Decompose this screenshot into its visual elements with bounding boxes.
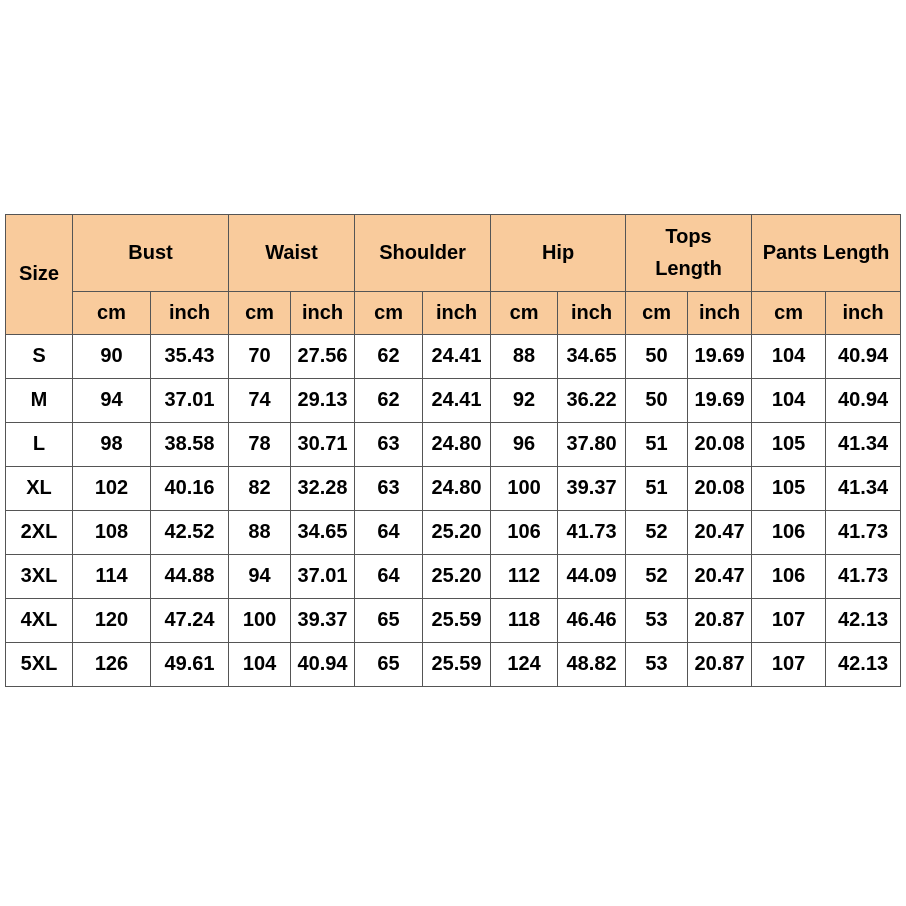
waist-inch-value: 27.56 — [291, 335, 355, 379]
bust-column-header: Bust — [73, 215, 229, 292]
shoulder-cm-value: 64 — [355, 511, 423, 555]
bust-cm-value: 94 — [73, 379, 151, 423]
header-row-groups — [6, 215, 901, 292]
waist-inch-value: 30.71 — [291, 423, 355, 467]
hip-inch-value: 41.73 — [558, 511, 626, 555]
tops-length-cm-value: 53 — [626, 643, 688, 687]
waist-cm-value: 94 — [229, 555, 291, 599]
tops-length-inch-value: 20.87 — [688, 643, 752, 687]
shoulder-inch-value: 24.80 — [423, 467, 491, 511]
bust-cm-value: 114 — [73, 555, 151, 599]
tops-length-cm-value: 50 — [626, 335, 688, 379]
tops-length-cm-value: 52 — [626, 511, 688, 555]
shoulder-cm-value: 62 — [355, 379, 423, 423]
size-row-l — [6, 423, 901, 467]
tops-length-cm-value: 50 — [626, 379, 688, 423]
waist-inch-value: 32.28 — [291, 467, 355, 511]
shoulder-cm-value: 62 — [355, 335, 423, 379]
pants-length-cm-value: 104 — [752, 379, 826, 423]
hip-inch-header: inch — [558, 292, 626, 335]
waist-inch-value: 37.01 — [291, 555, 355, 599]
shoulder-inch-value: 24.41 — [423, 379, 491, 423]
bust-inch-value: 40.16 — [151, 467, 229, 511]
shoulder-column-header: Shoulder — [355, 215, 491, 292]
pants-length-inch-value: 41.34 — [826, 423, 901, 467]
bust-inch-header: inch — [151, 292, 229, 335]
tops-length-cm-header: cm — [626, 292, 688, 335]
bust-inch-value: 37.01 — [151, 379, 229, 423]
tops-length-inch-value: 19.69 — [688, 379, 752, 423]
tops-length-inch-value: 20.08 — [688, 423, 752, 467]
shoulder-cm-value: 63 — [355, 467, 423, 511]
size-label: 4XL — [6, 599, 73, 643]
tops-length-inch-value: 20.87 — [688, 599, 752, 643]
waist-inch-value: 40.94 — [291, 643, 355, 687]
size-label: M — [6, 379, 73, 423]
bust-cm-value: 90 — [73, 335, 151, 379]
pants-length-cm-value: 105 — [752, 467, 826, 511]
hip-inch-value: 48.82 — [558, 643, 626, 687]
pants-length-inch-value: 42.13 — [826, 643, 901, 687]
tops-length-cm-value: 53 — [626, 599, 688, 643]
tops-length-inch-value: 20.47 — [688, 511, 752, 555]
bust-cm-value: 108 — [73, 511, 151, 555]
shoulder-inch-value: 24.41 — [423, 335, 491, 379]
waist-cm-value: 88 — [229, 511, 291, 555]
size-chart-table — [5, 214, 901, 687]
pants-length-inch-value: 41.73 — [826, 555, 901, 599]
shoulder-inch-header: inch — [423, 292, 491, 335]
bust-inch-value: 49.61 — [151, 643, 229, 687]
bust-inch-value: 38.58 — [151, 423, 229, 467]
pants-length-cm-value: 105 — [752, 423, 826, 467]
size-row-xl — [6, 467, 901, 511]
shoulder-inch-value: 25.59 — [423, 599, 491, 643]
hip-cm-value: 88 — [491, 335, 558, 379]
size-label: 2XL — [6, 511, 73, 555]
shoulder-cm-value: 63 — [355, 423, 423, 467]
hip-cm-value: 118 — [491, 599, 558, 643]
pants-length-inch-value: 42.13 — [826, 599, 901, 643]
shoulder-cm-value: 65 — [355, 643, 423, 687]
bust-cm-value: 102 — [73, 467, 151, 511]
shoulder-inch-value: 25.20 — [423, 511, 491, 555]
waist-cm-value: 104 — [229, 643, 291, 687]
shoulder-cm-value: 64 — [355, 555, 423, 599]
waist-cm-header: cm — [229, 292, 291, 335]
waist-inch-value: 34.65 — [291, 511, 355, 555]
waist-inch-value: 29.13 — [291, 379, 355, 423]
waist-cm-value: 74 — [229, 379, 291, 423]
tops-length-label: Tops Length — [655, 226, 722, 280]
hip-cm-header: cm — [491, 292, 558, 335]
shoulder-inch-value: 25.20 — [423, 555, 491, 599]
hip-cm-value: 106 — [491, 511, 558, 555]
size-label: 5XL — [6, 643, 73, 687]
waist-inch-header: inch — [291, 292, 355, 335]
pants-length-inch-value: 40.94 — [826, 379, 901, 423]
waist-inch-value: 39.37 — [291, 599, 355, 643]
waist-column-header: Waist — [229, 215, 355, 292]
pants-length-cm-value: 107 — [752, 643, 826, 687]
bust-inch-value: 42.52 — [151, 511, 229, 555]
bust-inch-value: 35.43 — [151, 335, 229, 379]
waist-cm-value: 70 — [229, 335, 291, 379]
bust-inch-value: 47.24 — [151, 599, 229, 643]
bust-cm-value: 120 — [73, 599, 151, 643]
pants-length-column-header: Pants Length — [752, 215, 901, 292]
size-label: L — [6, 423, 73, 467]
tops-length-inch-value: 19.69 — [688, 335, 752, 379]
hip-cm-value: 100 — [491, 467, 558, 511]
size-row-4xl — [6, 599, 901, 643]
hip-column-header: Hip — [491, 215, 626, 292]
hip-inch-value: 34.65 — [558, 335, 626, 379]
hip-inch-value: 36.22 — [558, 379, 626, 423]
hip-inch-value: 44.09 — [558, 555, 626, 599]
hip-inch-value: 37.80 — [558, 423, 626, 467]
shoulder-inch-value: 24.80 — [423, 423, 491, 467]
pants-length-inch-header: inch — [826, 292, 901, 335]
shoulder-cm-header: cm — [355, 292, 423, 335]
shoulder-cm-value: 65 — [355, 599, 423, 643]
pants-length-cm-value: 104 — [752, 335, 826, 379]
hip-cm-value: 124 — [491, 643, 558, 687]
tops-length-cm-value: 51 — [626, 467, 688, 511]
size-row-5xl — [6, 643, 901, 687]
size-column-header: Size — [6, 215, 73, 335]
tops-length-inch-header: inch — [688, 292, 752, 335]
pants-length-cm-value: 106 — [752, 511, 826, 555]
hip-cm-value: 96 — [491, 423, 558, 467]
size-row-2xl — [6, 511, 901, 555]
bust-cm-header: cm — [73, 292, 151, 335]
tops-length-column-header — [626, 215, 752, 292]
pants-length-inch-value: 40.94 — [826, 335, 901, 379]
bust-cm-value: 98 — [73, 423, 151, 467]
size-label: 3XL — [6, 555, 73, 599]
pants-length-inch-value: 41.34 — [826, 467, 901, 511]
waist-cm-value: 78 — [229, 423, 291, 467]
hip-cm-value: 112 — [491, 555, 558, 599]
hip-cm-value: 92 — [491, 379, 558, 423]
size-label: XL — [6, 467, 73, 511]
tops-length-cm-value: 52 — [626, 555, 688, 599]
waist-cm-value: 100 — [229, 599, 291, 643]
hip-inch-value: 39.37 — [558, 467, 626, 511]
pants-length-inch-value: 41.73 — [826, 511, 901, 555]
hip-inch-value: 46.46 — [558, 599, 626, 643]
size-chart-body — [6, 335, 901, 687]
size-label: S — [6, 335, 73, 379]
bust-inch-value: 44.88 — [151, 555, 229, 599]
bust-cm-value: 126 — [73, 643, 151, 687]
tops-length-inch-value: 20.47 — [688, 555, 752, 599]
size-row-3xl — [6, 555, 901, 599]
waist-cm-value: 82 — [229, 467, 291, 511]
tops-length-cm-value: 51 — [626, 423, 688, 467]
pants-length-cm-header: cm — [752, 292, 826, 335]
pants-length-cm-value: 106 — [752, 555, 826, 599]
pants-length-cm-value: 107 — [752, 599, 826, 643]
size-row-s — [6, 335, 901, 379]
size-row-m — [6, 379, 901, 423]
header-row-units — [6, 292, 901, 335]
tops-length-inch-value: 20.08 — [688, 467, 752, 511]
shoulder-inch-value: 25.59 — [423, 643, 491, 687]
